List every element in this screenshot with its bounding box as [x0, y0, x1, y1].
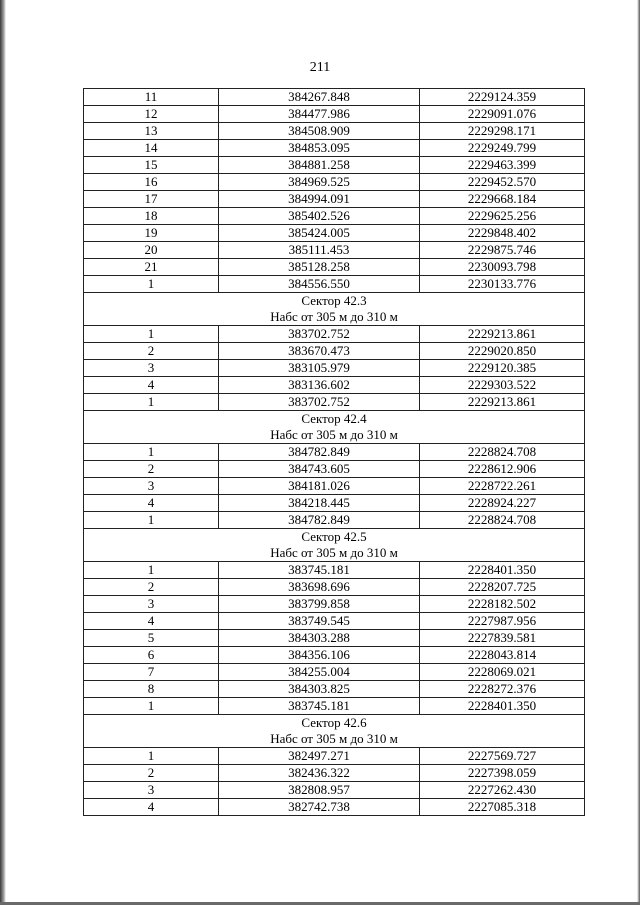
x-coordinate-cell: 383105.979	[219, 360, 420, 377]
x-coordinate-cell: 382497.271	[219, 748, 420, 765]
point-number-cell: 1	[84, 698, 219, 715]
point-number-cell: 16	[84, 174, 219, 191]
x-coordinate-cell: 384782.849	[219, 512, 420, 529]
table-row	[84, 478, 585, 495]
table-row	[84, 174, 585, 191]
y-coordinate-cell: 2228612.906	[420, 461, 585, 478]
x-coordinate-cell: 383702.752	[219, 326, 420, 343]
table-row	[84, 259, 585, 276]
point-number-cell: 1	[84, 326, 219, 343]
point-number-cell: 2	[84, 579, 219, 596]
x-coordinate-cell: 384356.106	[219, 647, 420, 664]
point-number-cell: 19	[84, 225, 219, 242]
point-number-cell: 14	[84, 140, 219, 157]
point-number-cell: 7	[84, 664, 219, 681]
point-number-cell: 15	[84, 157, 219, 174]
x-coordinate-cell: 383799.858	[219, 596, 420, 613]
table-row	[84, 698, 585, 715]
y-coordinate-cell: 2229091.076	[420, 106, 585, 123]
y-coordinate-cell: 2229875.746	[420, 242, 585, 259]
x-coordinate-cell: 384477.986	[219, 106, 420, 123]
y-coordinate-cell: 2228824.708	[420, 512, 585, 529]
y-coordinate-cell: 2229020.850	[420, 343, 585, 360]
y-coordinate-cell: 2227398.059	[420, 765, 585, 782]
table-row	[84, 765, 585, 782]
table-row	[84, 613, 585, 630]
sector-altitude: Набс от 305 м до 310 м	[84, 427, 585, 444]
table-row	[84, 562, 585, 579]
point-number-cell: 6	[84, 647, 219, 664]
y-coordinate-cell: 2229452.570	[420, 174, 585, 191]
point-number-cell: 4	[84, 613, 219, 630]
table-row	[84, 225, 585, 242]
scan-left-edge	[0, 0, 6, 905]
point-number-cell: 4	[84, 495, 219, 512]
table-row	[84, 140, 585, 157]
y-coordinate-cell: 2227987.956	[420, 613, 585, 630]
table-row	[84, 394, 585, 411]
x-coordinate-cell: 384508.909	[219, 123, 420, 140]
y-coordinate-cell: 2229463.399	[420, 157, 585, 174]
y-coordinate-cell: 2229298.171	[420, 123, 585, 140]
x-coordinate-cell: 383670.473	[219, 343, 420, 360]
point-number-cell: 3	[84, 596, 219, 613]
table-row	[84, 681, 585, 698]
point-number-cell: 2	[84, 765, 219, 782]
sector-altitude: Набс от 305 м до 310 м	[84, 309, 585, 326]
x-coordinate-cell: 385424.005	[219, 225, 420, 242]
coordinates-table	[83, 88, 585, 816]
table-row	[84, 748, 585, 765]
sector-title-row	[84, 293, 585, 310]
x-coordinate-cell: 384881.258	[219, 157, 420, 174]
table-row	[84, 461, 585, 478]
coordinates-table-body	[84, 89, 585, 816]
table-row	[84, 647, 585, 664]
x-coordinate-cell: 384255.004	[219, 664, 420, 681]
x-coordinate-cell: 382808.957	[219, 782, 420, 799]
y-coordinate-cell: 2229213.861	[420, 394, 585, 411]
point-number-cell: 4	[84, 799, 219, 816]
x-coordinate-cell: 384303.825	[219, 681, 420, 698]
point-number-cell: 3	[84, 360, 219, 377]
x-coordinate-cell: 384782.849	[219, 444, 420, 461]
x-coordinate-cell: 383745.181	[219, 562, 420, 579]
sector-altitude-row	[84, 731, 585, 748]
table-row	[84, 444, 585, 461]
y-coordinate-cell: 2228272.376	[420, 681, 585, 698]
table-row	[84, 579, 585, 596]
x-coordinate-cell: 384994.091	[219, 191, 420, 208]
point-number-cell: 3	[84, 782, 219, 799]
table-row	[84, 242, 585, 259]
y-coordinate-cell: 2228043.814	[420, 647, 585, 664]
x-coordinate-cell: 383698.696	[219, 579, 420, 596]
sector-title: Сектор 42.6	[84, 715, 585, 732]
y-coordinate-cell: 2228069.021	[420, 664, 585, 681]
sector-altitude: Набс от 305 м до 310 м	[84, 731, 585, 748]
x-coordinate-cell: 384743.605	[219, 461, 420, 478]
y-coordinate-cell: 2228924.227	[420, 495, 585, 512]
point-number-cell: 2	[84, 461, 219, 478]
point-number-cell: 11	[84, 89, 219, 106]
table-row	[84, 343, 585, 360]
x-coordinate-cell: 383749.545	[219, 613, 420, 630]
x-coordinate-cell: 384181.026	[219, 478, 420, 495]
point-number-cell: 21	[84, 259, 219, 276]
table-row	[84, 630, 585, 647]
point-number-cell: 2	[84, 343, 219, 360]
table-row	[84, 157, 585, 174]
y-coordinate-cell: 2230133.776	[420, 276, 585, 293]
sector-title-row	[84, 411, 585, 428]
y-coordinate-cell: 2227839.581	[420, 630, 585, 647]
sector-altitude-row	[84, 545, 585, 562]
y-coordinate-cell: 2227569.727	[420, 748, 585, 765]
sector-title: Сектор 42.4	[84, 411, 585, 428]
x-coordinate-cell: 383136.602	[219, 377, 420, 394]
table-row	[84, 664, 585, 681]
page-number: 211	[309, 60, 331, 75]
point-number-cell: 8	[84, 681, 219, 698]
point-number-cell: 12	[84, 106, 219, 123]
x-coordinate-cell: 384267.848	[219, 89, 420, 106]
point-number-cell: 3	[84, 478, 219, 495]
y-coordinate-cell: 2230093.798	[420, 259, 585, 276]
table-row	[84, 495, 585, 512]
sector-title-row	[84, 715, 585, 732]
table-row	[84, 377, 585, 394]
table-row	[84, 360, 585, 377]
table-row	[84, 191, 585, 208]
table-row	[84, 208, 585, 225]
x-coordinate-cell: 385128.258	[219, 259, 420, 276]
y-coordinate-cell: 2227262.430	[420, 782, 585, 799]
x-coordinate-cell: 384853.095	[219, 140, 420, 157]
point-number-cell: 13	[84, 123, 219, 140]
x-coordinate-cell: 384556.550	[219, 276, 420, 293]
y-coordinate-cell: 2229668.184	[420, 191, 585, 208]
table-row	[84, 326, 585, 343]
y-coordinate-cell: 2227085.318	[420, 799, 585, 816]
y-coordinate-cell: 2228401.350	[420, 562, 585, 579]
sector-altitude: Набс от 305 м до 310 м	[84, 545, 585, 562]
x-coordinate-cell: 382436.322	[219, 765, 420, 782]
point-number-cell: 17	[84, 191, 219, 208]
table-row	[84, 799, 585, 816]
table-row	[84, 123, 585, 140]
y-coordinate-cell: 2228824.708	[420, 444, 585, 461]
y-coordinate-cell: 2228401.350	[420, 698, 585, 715]
table-row	[84, 276, 585, 293]
sector-title: Сектор 42.5	[84, 529, 585, 546]
y-coordinate-cell: 2229213.861	[420, 326, 585, 343]
point-number-cell: 18	[84, 208, 219, 225]
table-row	[84, 782, 585, 799]
x-coordinate-cell: 385111.453	[219, 242, 420, 259]
point-number-cell: 1	[84, 276, 219, 293]
x-coordinate-cell: 383745.181	[219, 698, 420, 715]
point-number-cell: 1	[84, 444, 219, 461]
y-coordinate-cell: 2229120.385	[420, 360, 585, 377]
point-number-cell: 1	[84, 394, 219, 411]
table-row	[84, 106, 585, 123]
x-coordinate-cell: 384969.525	[219, 174, 420, 191]
point-number-cell: 1	[84, 748, 219, 765]
y-coordinate-cell: 2228722.261	[420, 478, 585, 495]
y-coordinate-cell: 2229848.402	[420, 225, 585, 242]
table-row	[84, 89, 585, 106]
point-number-cell: 5	[84, 630, 219, 647]
x-coordinate-cell: 382742.738	[219, 799, 420, 816]
table-row	[84, 512, 585, 529]
y-coordinate-cell: 2229124.359	[420, 89, 585, 106]
y-coordinate-cell: 2229249.799	[420, 140, 585, 157]
y-coordinate-cell: 2228207.725	[420, 579, 585, 596]
table-row	[84, 596, 585, 613]
sector-title: Сектор 42.3	[84, 293, 585, 310]
point-number-cell: 4	[84, 377, 219, 394]
y-coordinate-cell: 2229625.256	[420, 208, 585, 225]
point-number-cell: 1	[84, 512, 219, 529]
point-number-cell: 1	[84, 562, 219, 579]
point-number-cell: 20	[84, 242, 219, 259]
sector-altitude-row	[84, 309, 585, 326]
x-coordinate-cell: 383702.752	[219, 394, 420, 411]
x-coordinate-cell: 384218.445	[219, 495, 420, 512]
x-coordinate-cell: 385402.526	[219, 208, 420, 225]
sector-title-row	[84, 529, 585, 546]
sector-altitude-row	[84, 427, 585, 444]
y-coordinate-cell: 2228182.502	[420, 596, 585, 613]
x-coordinate-cell: 384303.288	[219, 630, 420, 647]
y-coordinate-cell: 2229303.522	[420, 377, 585, 394]
